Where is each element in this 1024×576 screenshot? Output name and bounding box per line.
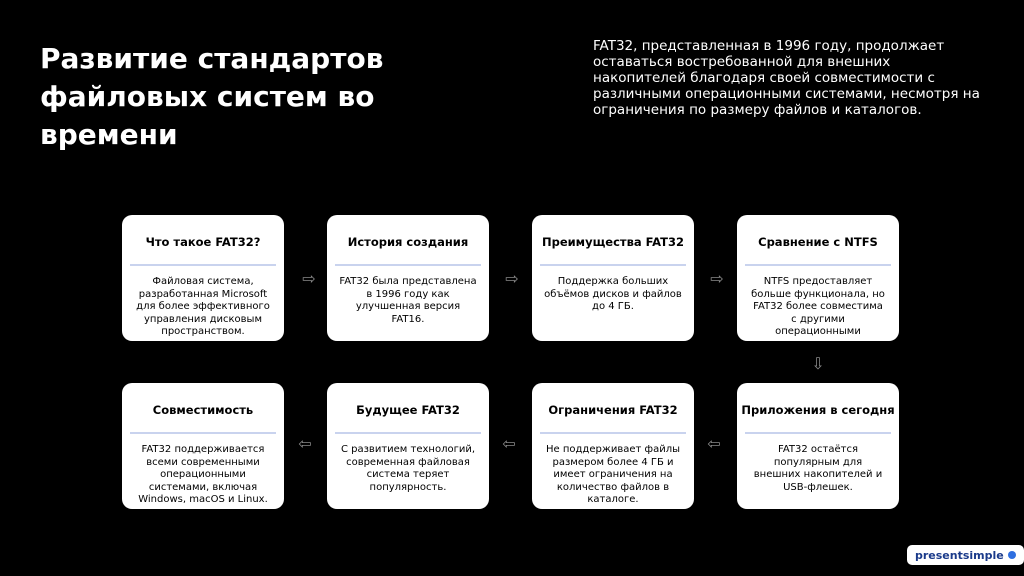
card-title: Совместимость bbox=[152, 403, 254, 417]
card-divider bbox=[745, 432, 891, 434]
card-limitations bbox=[532, 383, 694, 509]
arrow-left-icon: ⇦ bbox=[502, 434, 516, 453]
presentsimple-logo[interactable] bbox=[907, 545, 1024, 565]
card-applications-today bbox=[737, 383, 899, 509]
card-body: FAT32 была представлена в 1996 году как улучшенная версия FAT16. bbox=[339, 276, 477, 325]
card-title: Преимущества FAT32 bbox=[541, 235, 685, 249]
card-title: Будущее FAT32 bbox=[356, 403, 460, 417]
card-body: FAT32 поддерживается всеми современными операционными системами, включая Windows, macOS и Linux. bbox=[138, 444, 268, 505]
card-compatibility bbox=[122, 383, 284, 509]
card-future bbox=[327, 383, 489, 509]
card-body: NTFS предоставляет больше функционала, но FAT32 более совместима с другими операционными системами. bbox=[751, 276, 885, 350]
card-body: Файловая система, разработанная Microsoft для более эффективного управления дисковым пространством. bbox=[136, 276, 270, 337]
card-divider bbox=[130, 432, 276, 434]
slide-title: Развитие стандартов файловых систем во времени bbox=[40, 42, 384, 151]
card-title: История создания bbox=[347, 235, 469, 249]
card-divider bbox=[540, 264, 686, 266]
card-divider bbox=[335, 432, 481, 434]
card-title: Что такое FAT32? bbox=[145, 235, 261, 249]
card-history bbox=[327, 215, 489, 341]
card-title: Приложения в сегодня bbox=[741, 403, 895, 417]
card-body: FAT32 остаётся популярным для внешних накопителей и USB-флешек. bbox=[753, 444, 883, 493]
card-advantages bbox=[532, 215, 694, 341]
arrow-down-icon: ⇩ bbox=[811, 354, 825, 373]
card-title: Сравнение с NTFS bbox=[758, 235, 878, 249]
brand-label: presentsimple bbox=[915, 548, 1004, 562]
card-divider bbox=[540, 432, 686, 434]
card-divider bbox=[745, 264, 891, 266]
arrow-right-icon: ⇨ bbox=[710, 269, 724, 288]
card-divider bbox=[335, 264, 481, 266]
brand-dot-icon bbox=[1008, 551, 1016, 559]
card-divider bbox=[130, 264, 276, 266]
arrow-left-icon: ⇦ bbox=[298, 434, 312, 453]
slide-description: FAT32, представленная в 1996 году, продолжает оставаться востребованной для внешних накопителей благодаря своей совместимости с различными операционными системами, несмотря на ограничения по размеру файлов и каталогов. bbox=[593, 38, 980, 118]
arrow-right-icon: ⇨ bbox=[302, 269, 316, 288]
card-ntfs-comparison bbox=[737, 215, 899, 350]
card-body: С развитием технологий, современная файловая система теряет популярность. bbox=[340, 444, 476, 493]
arrow-right-icon: ⇨ bbox=[505, 269, 519, 288]
arrow-left-icon: ⇦ bbox=[707, 434, 721, 453]
card-title: Ограничения FAT32 bbox=[548, 403, 678, 417]
card-body: Не поддерживает файлы размером более 4 ГБ и имеет ограничения на количество файлов в каталоге. bbox=[546, 444, 680, 505]
card-what-is-fat32 bbox=[122, 215, 284, 341]
card-body: Поддержка больших объёмов дисков и файлов до 4 ГБ. bbox=[544, 276, 682, 312]
